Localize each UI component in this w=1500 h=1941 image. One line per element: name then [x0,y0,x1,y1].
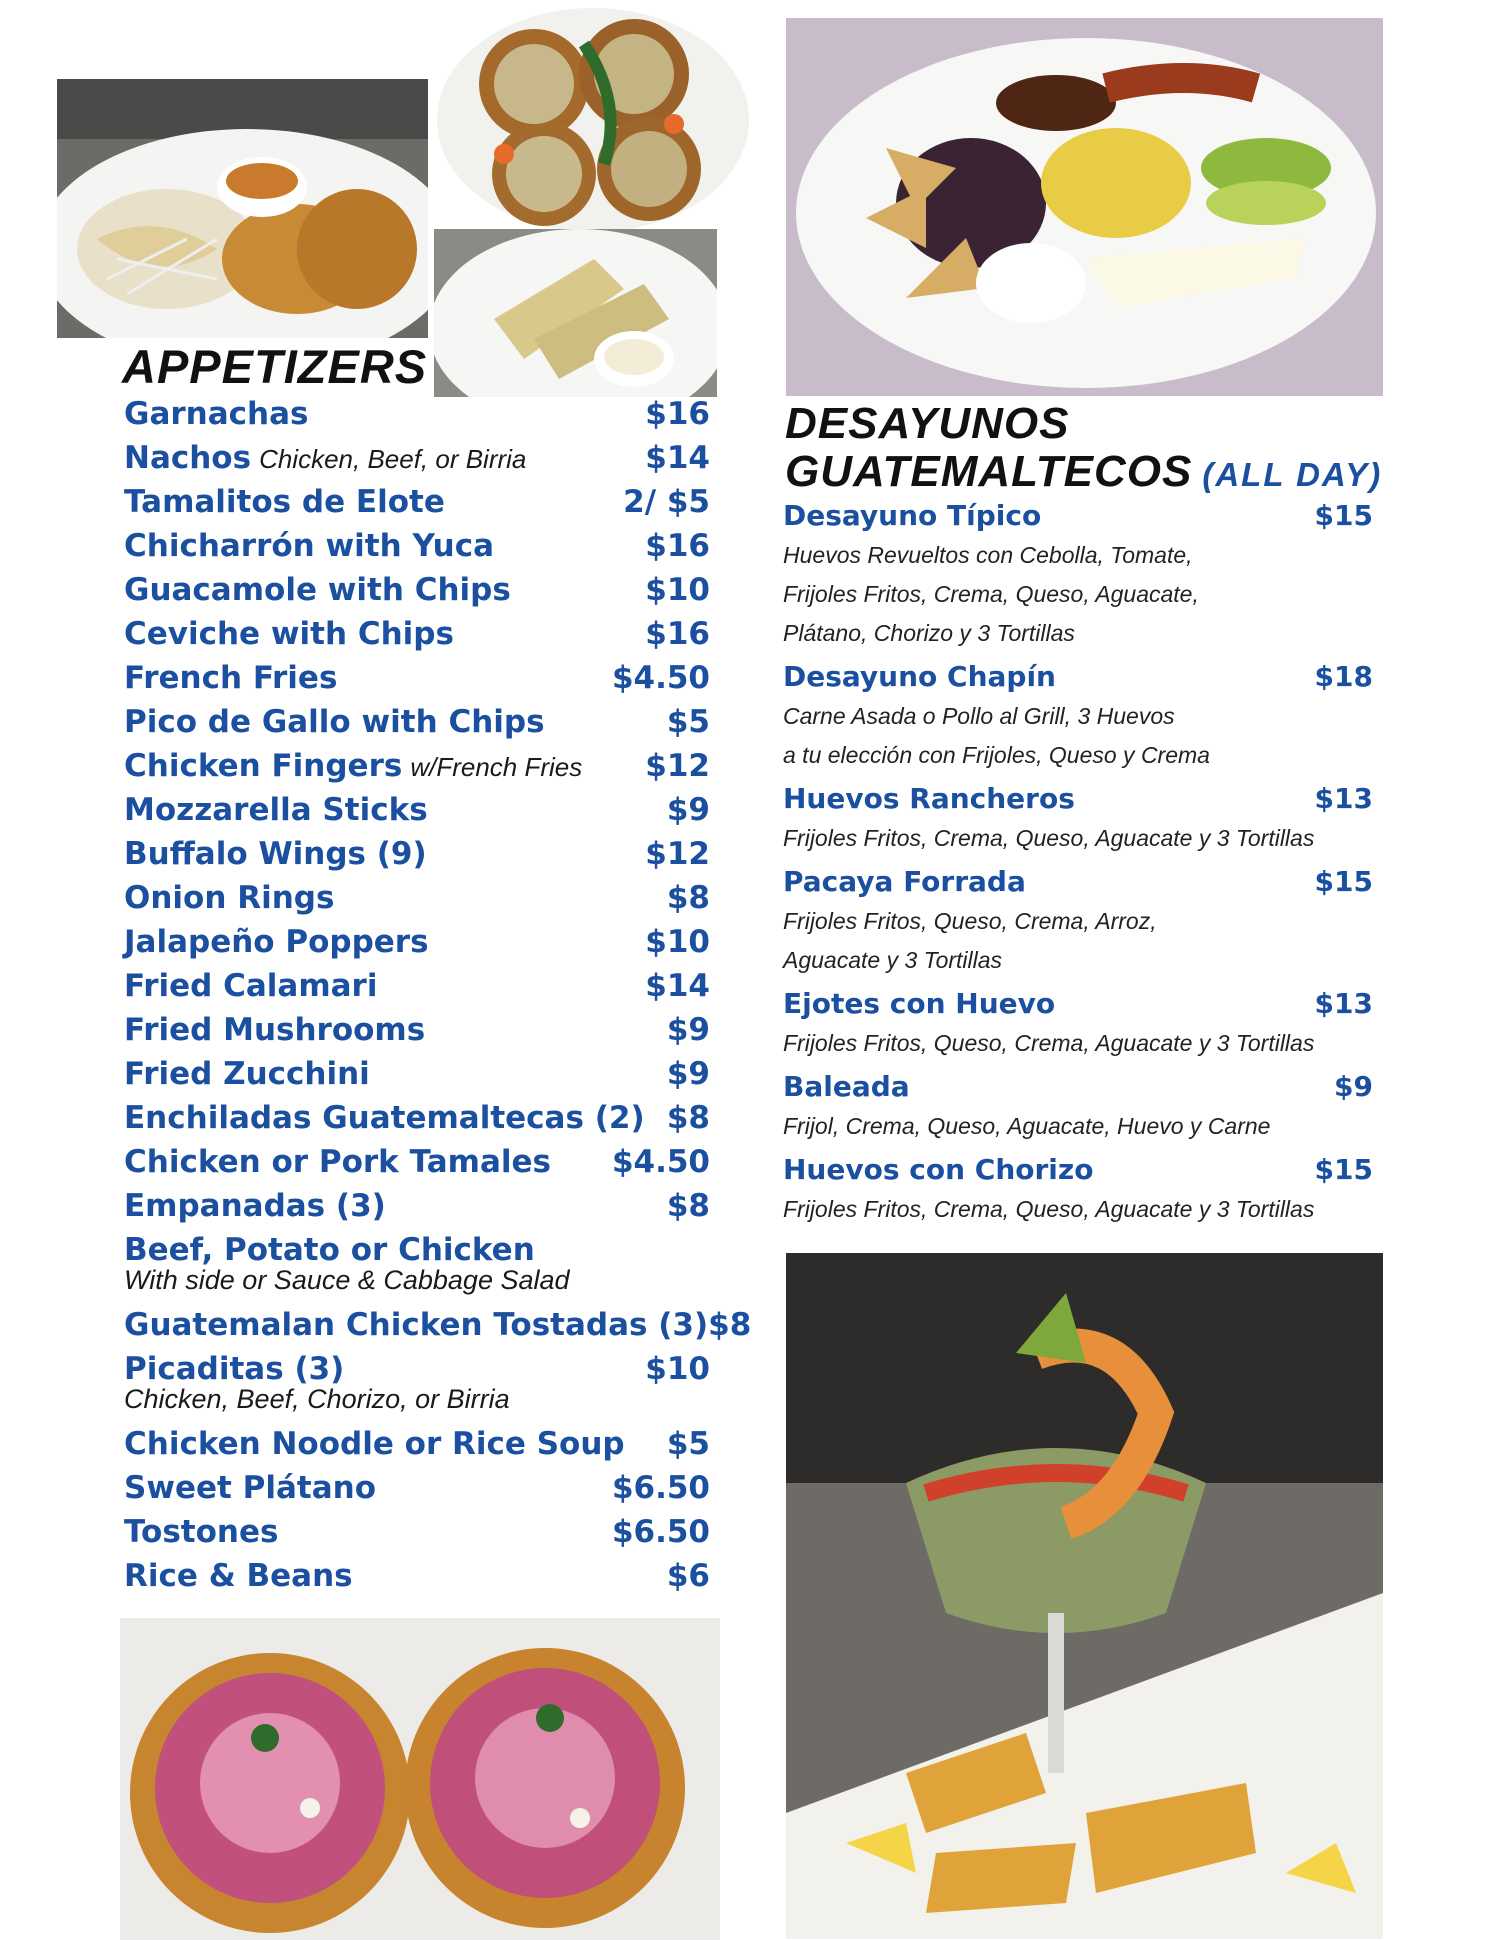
appetizer-name: Enchiladas Guatemaltecas (2) [124,1100,645,1136]
appetizer-name-wrap [124,1510,278,1554]
appetizer-row [124,1422,710,1466]
desayuno-name: Baleada [783,1070,910,1103]
appetizer-row [124,656,710,700]
appetizer-row [124,1008,710,1052]
appetizer-item [124,1510,710,1554]
appetizer-item [124,568,710,612]
appetizer-name-wrap [124,480,445,524]
tostadas-top-photo [434,4,752,236]
appetizer-name-wrap [124,920,429,964]
appetizer-name-wrap [124,964,377,1008]
desayunos-subtitle: (ALL DAY) [1202,456,1383,493]
appetizer-name: Guatemalan Chicken Tostadas (3) [124,1307,709,1343]
ceviche-photo [786,1253,1383,1939]
appetizer-price: $12 [645,748,710,784]
desayuno-description-line: Huevos Revueltos con Cebolla, Tomate, [783,542,1193,568]
appetizer-price: $5 [666,704,710,740]
appetizer-price: $12 [645,836,710,872]
appetizer-name: Onion Rings [124,880,335,916]
desayuno-description-line: Plátano, Chorizo y 3 Tortillas [783,620,1075,646]
appetizer-row [124,700,710,744]
appetizer-item [124,392,710,436]
appetizer-row [124,788,710,832]
appetizer-description: With side or Sauce & Cabbage Salad [124,1265,570,1295]
desayuno-description-line: Frijoles Fritos, Crema, Queso, Aguacate y 3 Tortillas [783,1196,1315,1222]
desayuno-row [783,862,1373,902]
breakfast-list [783,496,1373,1233]
appetizer-price: $6 [666,1558,710,1594]
desayuno-row [783,657,1373,697]
desayuno-price: $15 [1314,1153,1373,1186]
appetizer-name: Tamalitos de Elote [124,484,445,520]
appetizer-name-wrap [124,1096,645,1140]
appetizer-name-wrap [124,1303,708,1347]
appetizer-name-wrap [124,612,454,656]
appetizer-name: Buffalo Wings (9) [124,836,427,872]
appetizer-name: Guacamole with Chips [124,572,511,608]
appetizer-name: Garnachas [124,396,309,432]
appetizer-name: Beef, Potato or Chicken [124,1232,535,1268]
appetizer-row [124,832,710,876]
appetizer-item [124,1008,710,1052]
appetizer-price: $9 [666,792,710,828]
appetizer-note: w/French Fries [410,752,583,782]
desayuno-price: $15 [1314,865,1373,898]
tamales-photo [434,229,717,397]
appetizer-item [124,744,710,788]
appetizer-item [124,1347,710,1414]
appetizer-row [124,744,710,788]
desayuno-item [783,984,1373,1063]
appetizer-name: Mozzarella Sticks [124,792,428,828]
desayuno-price: $13 [1314,782,1373,815]
appetizer-item [124,788,710,832]
desayuno-item [783,657,1373,775]
appetizer-name-wrap [124,1052,370,1096]
appetizer-item [124,1184,710,1228]
appetizer-row [124,1184,710,1228]
appetizer-note: Chicken, Beef, or Birria [259,444,527,474]
appetizer-row [124,1303,752,1347]
appetizer-name: Chicken Fingers [124,748,403,784]
desayuno-description-line: Frijoles Fritos, Queso, Crema, Aguacate y 3 Tortillas [783,1030,1315,1056]
appetizer-name: Fried Calamari [124,968,378,1004]
desayuno-row [783,984,1373,1024]
appetizer-item [124,1303,752,1347]
desayuno-name: Huevos con Chorizo [783,1153,1094,1186]
appetizer-item [124,1228,710,1295]
appetizer-name-wrap [124,1554,353,1598]
appetizer-name: Jalapeño Poppers [124,924,429,960]
appetizer-price: $16 [645,396,710,432]
appetizer-price: 2/ $5 [623,484,710,520]
appetizer-row [124,524,710,568]
desayuno-description-line: Frijoles Fritos, Crema, Queso, Aguacate, [783,581,1199,607]
appetizer-item [124,920,710,964]
appetizer-price: $8 [666,880,710,916]
appetizer-item [124,656,710,700]
appetizer-name: Ceviche with Chips [124,616,454,652]
appetizer-row [124,920,710,964]
appetizer-name-wrap [124,744,582,788]
appetizer-row [124,1052,710,1096]
appetizer-name-wrap [124,1184,386,1228]
desayuno-price: $9 [1334,1070,1373,1103]
appetizer-name-wrap [124,1140,551,1184]
appetizer-name: Nachos [124,440,252,476]
appetizer-name-wrap [124,788,428,832]
appetizer-name-wrap [124,568,511,612]
appetizer-row [124,436,710,480]
tostadas-bottom-photo [120,1618,720,1940]
desayuno-description-line: Frijoles Fritos, Crema, Queso, Aguacate y 3 Tortillas [783,825,1315,851]
appetizer-price: $9 [666,1012,710,1048]
appetizer-row [124,1466,710,1510]
desayuno-item [783,1150,1373,1229]
desayuno-name: Pacaya Forrada [783,865,1026,898]
appetizer-item [124,480,710,524]
appetizer-name: Sweet Plátano [124,1470,376,1506]
appetizer-price: $6.50 [611,1514,710,1550]
appetizer-name-wrap [124,832,427,876]
desayuno-item [783,779,1373,858]
appetizer-price: $16 [645,528,710,564]
appetizer-item [124,1052,710,1096]
appetizer-price: $16 [645,616,710,652]
appetizer-name: Chicharrón with Yuca [124,528,495,564]
appetizer-name: Empanadas (3) [124,1188,386,1224]
appetizers-title: APPETIZERS [122,340,428,393]
desayuno-name: Ejotes con Huevo [783,987,1056,1020]
desayuno-price: $13 [1314,987,1373,1020]
appetizer-price: $10 [645,572,710,608]
desayuno-platter-photo [786,18,1383,396]
desayuno-description-line: Frijol, Crema, Queso, Aguacate, Huevo y Carne [783,1113,1271,1139]
appetizer-name-wrap [124,1008,425,1052]
appetizer-price: $8 [708,1307,752,1343]
appetizer-price: $8 [666,1100,710,1136]
appetizer-name: Picaditas (3) [124,1351,345,1387]
desayuno-name: Desayuno Chapín [783,660,1056,693]
desayunos-title-line2: GUATEMALTECOS [785,447,1193,496]
appetizer-row [124,964,710,1008]
desayuno-item [783,862,1373,980]
appetizer-name: Pico de Gallo with Chips [124,704,545,740]
appetizer-name-wrap [124,876,334,920]
appetizer-row [124,612,710,656]
appetizer-item [124,876,710,920]
appetizer-price: $4.50 [611,660,710,696]
appetizer-name-wrap [124,392,308,436]
appetizer-price: $6.50 [611,1470,710,1506]
appetizer-row [124,1510,710,1554]
appetizer-item [124,524,710,568]
appetizer-description: Chicken, Beef, Chorizo, or Birria [124,1384,510,1414]
desayuno-row [783,496,1373,536]
appetizer-price: $5 [666,1426,710,1462]
appetizer-item [124,832,710,876]
desayuno-description-line: Frijoles Fritos, Queso, Crema, Arroz, [783,908,1157,934]
desayuno-name: Desayuno Típico [783,499,1042,532]
appetizer-item [124,436,710,480]
desayuno-item [783,496,1373,653]
desayuno-item [783,1067,1373,1146]
appetizer-name: Rice & Beans [124,1558,353,1594]
appetizer-name-wrap [124,1466,376,1510]
appetizer-item [124,1466,710,1510]
appetizer-item [124,1096,710,1140]
desayuno-row [783,1067,1373,1107]
desayunos-title [785,400,1382,499]
appetizer-name-wrap [124,1422,625,1466]
empanadas-photo [57,79,428,338]
appetizer-name: Fried Zucchini [124,1056,370,1092]
appetizer-row [124,1096,710,1140]
appetizer-item [124,964,710,1008]
desayuno-description-line: Aguacate y 3 Tortillas [783,947,1003,973]
appetizer-row [124,568,710,612]
appetizer-name: Chicken Noodle or Rice Soup [124,1426,625,1462]
desayuno-price: $18 [1314,660,1373,693]
appetizer-price: $14 [645,968,710,1004]
appetizer-name-wrap [124,436,526,480]
desayuno-price: $15 [1314,499,1373,532]
desayuno-row [783,779,1373,819]
appetizer-list [124,392,752,1598]
appetizer-row [124,876,710,920]
appetizer-name: Tostones [124,1514,279,1550]
appetizer-price: $8 [666,1188,710,1224]
appetizer-name: French Fries [124,660,338,696]
appetizer-price: $4.50 [611,1144,710,1180]
appetizer-name-wrap [124,524,494,568]
appetizer-item [124,1422,710,1466]
appetizer-item [124,1140,710,1184]
desayuno-row [783,1150,1373,1190]
appetizer-row [124,392,710,436]
appetizer-price: $10 [645,924,710,960]
appetizer-name: Fried Mushrooms [124,1012,426,1048]
appetizer-price: $10 [645,1351,710,1387]
appetizer-name: Chicken or Pork Tamales [124,1144,551,1180]
appetizer-name-wrap [124,700,545,744]
appetizer-item [124,700,710,744]
appetizer-price: $14 [645,440,710,476]
appetizer-item [124,1554,710,1598]
appetizer-price: $9 [666,1056,710,1092]
appetizer-item [124,612,710,656]
appetizer-row [124,1554,710,1598]
desayuno-description-line: a tu elección con Frijoles, Queso y Crema [783,742,1210,768]
appetizer-row [124,1140,710,1184]
appetizer-name-wrap [124,656,337,700]
desayuno-name: Huevos Rancheros [783,782,1075,815]
appetizer-row [124,480,710,524]
desayuno-description-line: Carne Asada o Pollo al Grill, 3 Huevos [783,703,1175,729]
desayunos-title-line1: DESAYUNOS [785,399,1070,448]
